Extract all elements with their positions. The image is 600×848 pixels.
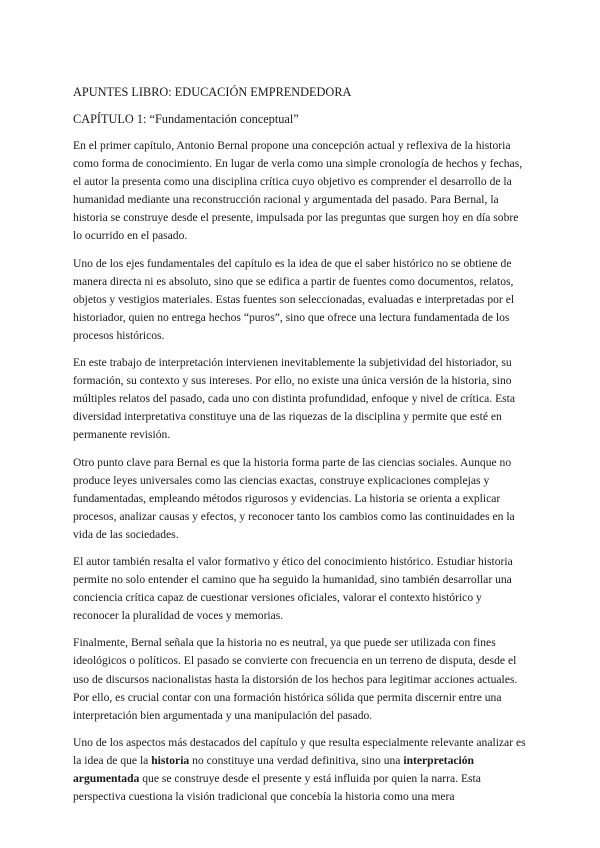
paragraph-5: El autor también resalta el valor formativo y ético del conocimiento histórico. Estudiar historia permite no solo entender el camino que ha seguido la humanidad, sino también desarrollar una conciencia crítica capaz de cuestionar versiones oficiales, valorar el contexto histórico y reconocer la pluralidad de voces y memorias. <box>73 554 513 623</box>
paragraph-3: En este trabajo de interpretación intervienen inevitablemente la subjetividad del historiador, su formación, su contexto y sus intereses. Por ello, no existe una única versión de la historia, sino múltiples relatos del pasado, cada uno con distinta profundidad, enfoque y nivel de crítica. Esta diversidad interpretativa constituye una de las riquezas de la disciplina y permite que esté en permanente revisión. <box>73 356 516 442</box>
paragraph-1: En el primer capítulo, Antonio Bernal propone una concepción actual y reflexiva de la historia como forma de conocimiento. En lugar de verla como una simple cronología de hechos y fechas, el autor la presenta como una disciplina crítica cuyo objetivo es comprender el desarrollo de la humanidad mediante una reconstrucción racional y argumentada del pasado. Para Bernal, la historia se construye desde el presente, impulsada por las preguntas que surgen hoy en día sobre lo ocurrido en el pasado. <box>73 139 523 243</box>
paragraph-7-text-1: Uno de los aspectos más destacados del capítulo y que resulta especialmente relevante analizar es la idea de que la <box>73 735 526 767</box>
chapter-heading: CAPÍTULO 1: “Fundamentación conceptual” <box>73 112 299 126</box>
paragraph-7-text-3: que se construye desde el presente y está influida por quien la narra. Esta perspectiva cuestiona la visión tradicional que concebía la historia como una mera <box>73 772 481 804</box>
document-body <box>73 83 529 815</box>
paragraph-6: Finalmente, Bernal señala que la historia no es neutral, ya que puede ser utilizada con fines ideológicos o políticos. El pasado se convierte con frecuencia en un terreno de disputa, desde el uso de discursos nacionalistas hasta la distorsión de los hechos para legitimar acciones actuales. Por ello, es crucial contar con una formación histórica sólida que permita discernir entre una interpretación bien argumentada y una manipulación del pasado. <box>73 636 518 722</box>
bold-term-historia: historia <box>151 753 190 767</box>
paragraph-2: Uno de los ejes fundamentales del capítulo es la idea de que el saber histórico no se obtiene de manera directa ni es absoluto, sino que se edifica a partir de fuentes como documentos, relatos, objetos y vestigios materiales. Estas fuentes son seleccionadas, evaluadas e interpretadas por el historiador, quien no entrega hechos “puros”, sino que ofrece una lectura fundamentada de los procesos históricos. <box>73 256 515 342</box>
paragraph-7-text-2: no constituye una verdad definitiva, sino una <box>189 753 404 767</box>
bold-term-interpretacion: interpretación argumentada <box>73 753 474 785</box>
paragraph-4: Otro punto clave para Bernal es que la historia forma parte de las ciencias sociales. Aunque no produce leyes universales como las ciencias exactas, construye explicaciones complejas y fundamentadas, empleando métodos rigurosos y evidencias. La historia se orienta a explicar procesos, analizar causas y efectos, y reconocer tanto los cambios como las continuidades en la vida de las sociedades. <box>73 455 515 541</box>
paragraph-7 <box>73 734 529 806</box>
document-title: APUNTES LIBRO: EDUCACIÓN EMPRENDEDORA <box>73 85 352 99</box>
